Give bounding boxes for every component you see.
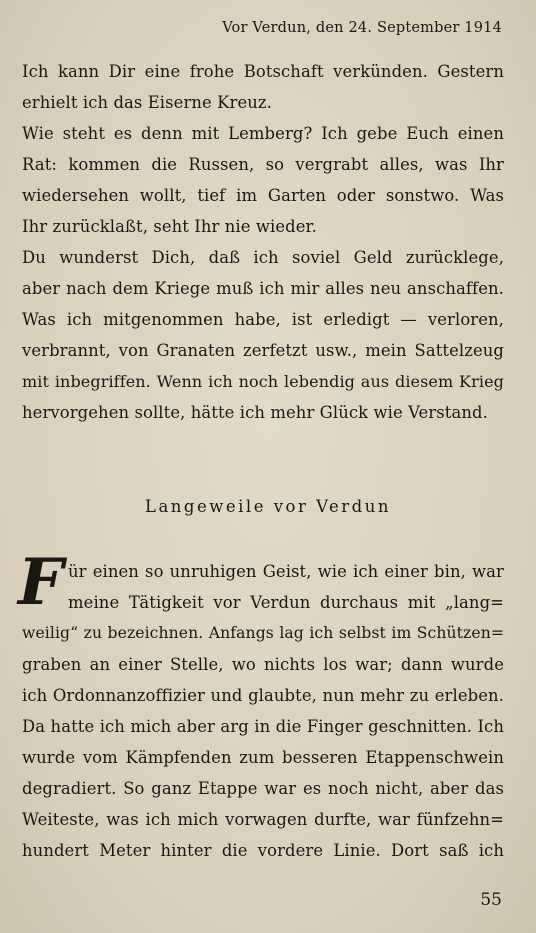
text-line: Weiteste, was ich mich vorwagen durfte, war fünfzehn=: [22, 810, 504, 829]
text-line: aber nach dem Kriege muß ich mir alles neu anschaffen.: [22, 279, 504, 298]
text-line: mit inbegriffen. Wenn ich noch lebendig aus diesem Krieg: [22, 372, 504, 391]
text-line: hundert Meter hinter die vordere Linie. Dort saß ich: [22, 841, 504, 860]
text-line: ür einen so unruhigen Geist, wie ich einer bin, war: [68, 562, 504, 581]
text-line: wurde vom Kämpfenden zum besseren Etappenschwein: [22, 748, 504, 767]
text-line: weilig“ zu bezeichnen. Anfangs lag ich selbst im Schützen=: [22, 624, 504, 642]
page-number: 55: [480, 890, 502, 910]
text-line: degradiert. So ganz Etappe war es noch nicht, aber das: [22, 779, 504, 798]
text-line: erhielt ich das Eiserne Kreuz.: [22, 93, 272, 112]
text-line: Rat: kommen die Russen, so vergrabt alles, was Ihr: [22, 155, 504, 174]
running-head: Vor Verdun, den 24. September 1914: [222, 20, 502, 36]
text-line: verbrannt, von Granaten zerfetzt usw., mein Sattelzeug: [22, 341, 504, 360]
text-line: hervorgehen sollte, hätte ich mehr Glück wie Verstand.: [22, 403, 488, 422]
text-line: wiedersehen wollt, tief im Garten oder sonstwo. Was: [22, 186, 504, 205]
text-line: Was ich mitgenommen habe, ist erledigt — verloren,: [22, 310, 504, 329]
text-line: ich Ordonnanzoffizier und glaubte, nun mehr zu erleben.: [22, 686, 504, 705]
text-line: meine Tätigkeit vor Verdun durchaus mit „lang=: [68, 593, 504, 612]
text-line: Ihr zurücklaßt, seht Ihr nie wieder.: [22, 217, 317, 236]
text-line: Du wunderst Dich, daß ich soviel Geld zurücklege,: [22, 248, 504, 267]
text-line: Wie steht es denn mit Lemberg? Ich gebe Euch einen: [22, 124, 504, 143]
text-line: Da hatte ich mich aber arg in die Finger geschnitten. Ich: [22, 717, 504, 736]
section-title: Langeweile vor Verdun: [145, 497, 391, 516]
text-line: Ich kann Dir eine frohe Botschaft verkünden. Gestern: [22, 62, 504, 81]
text-line: graben an einer Stelle, wo nichts los war; dann wurde: [22, 655, 504, 674]
drop-cap: F: [18, 545, 64, 620]
